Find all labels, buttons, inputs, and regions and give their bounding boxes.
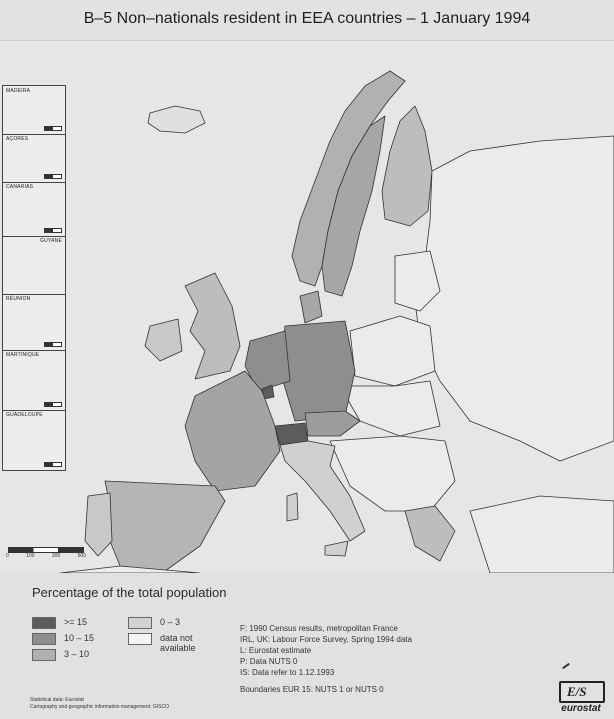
legend-item	[128, 617, 180, 629]
inset-label: MARTINIQUE	[6, 352, 40, 358]
inset-canarias	[3, 182, 65, 237]
source-line: Statistical data: Eurostat	[30, 697, 84, 703]
legend-item	[32, 617, 87, 629]
note-line: IS: Data refer to 1.12.1993	[240, 668, 335, 677]
map-area	[0, 40, 614, 574]
region-finland	[382, 106, 432, 226]
inset-label: RÉUNION	[6, 296, 31, 302]
legend-swatch	[32, 649, 56, 661]
legend-swatch	[32, 617, 56, 629]
region-austria	[305, 411, 360, 436]
region-east	[415, 136, 614, 461]
note-line: L: Eurostat estimate	[240, 646, 312, 655]
source-credit	[30, 697, 169, 711]
boundaries-note: Boundaries EUR 15: NUTS 1 or NUTS 0	[240, 685, 384, 694]
scale-bar-ticks	[6, 553, 86, 559]
note-line: IRL, UK: Labour Force Survey, Spring 1994 data	[240, 635, 412, 644]
region-greece	[405, 506, 455, 561]
region-germany	[280, 321, 355, 421]
inset-scale	[44, 402, 62, 407]
inset-scale	[44, 342, 62, 347]
logo-mark-text: E/S	[567, 684, 587, 699]
map-title: B–5 Non–nationals resident in EEA countries – 1 January 1994	[83, 10, 531, 27]
legend-label: 10 – 15	[64, 633, 95, 643]
decorative-mark	[562, 663, 570, 669]
inset-guadeloupe	[3, 410, 65, 470]
region-sardinia	[287, 493, 298, 521]
note-line: P: Data NUTS 0	[240, 657, 298, 666]
legend-label: >= 15	[64, 617, 88, 627]
region-uk	[185, 273, 240, 379]
legend-label: data not available	[160, 633, 196, 653]
legend-item	[32, 633, 94, 645]
inset-martinique	[3, 350, 65, 411]
region-central-east	[340, 381, 440, 436]
inset-label: CANARIAS	[6, 184, 34, 190]
legend-label: 0 – 3	[160, 617, 181, 627]
inset-label: GUADELOUPE	[6, 412, 43, 418]
inset-scale	[44, 174, 62, 179]
logo-word: eurostat	[561, 703, 601, 714]
region-poland	[350, 316, 435, 386]
region-portugal	[85, 493, 112, 556]
inset-guyane	[3, 236, 65, 295]
europe-map	[0, 41, 614, 573]
region-ireland	[145, 319, 182, 361]
legend-swatch	[128, 633, 152, 645]
legend-item	[128, 633, 220, 653]
legend-panel	[0, 573, 614, 719]
legend-label: 3 – 10	[64, 649, 90, 659]
legend-title: Percentage of the total population	[32, 585, 227, 600]
legend-notes	[240, 623, 412, 678]
region-spain	[105, 481, 225, 571]
note-line: F: 1990 Census results, metropolitan France	[240, 624, 398, 633]
scale-tick: 100	[26, 553, 35, 559]
eurostat-logo	[557, 681, 605, 713]
region-denmark	[300, 291, 322, 323]
inset-scale	[44, 228, 62, 233]
region-iceland	[148, 106, 205, 133]
legend-item	[32, 649, 89, 661]
inset-label: MADEIRA	[6, 88, 31, 94]
inset-label: AÇORES	[6, 136, 29, 142]
legend-swatch	[32, 633, 56, 645]
inset-scale	[44, 126, 62, 131]
inset-scale	[44, 462, 62, 467]
scale-tick: 500	[77, 553, 86, 559]
region-north-africa	[60, 566, 200, 573]
source-line: Cartography and geographic information management: GISCO	[30, 704, 169, 710]
region-turkey	[470, 496, 614, 573]
inset-madeira	[3, 86, 65, 135]
overseas-insets-panel	[2, 85, 66, 471]
inset-label: GUYANE	[40, 238, 62, 244]
region-sicily	[325, 541, 348, 556]
legend-swatch	[128, 617, 152, 629]
inset-acores	[3, 134, 65, 183]
scale-tick: 300	[51, 553, 61, 559]
logo-mark	[559, 681, 605, 703]
inset-reunion	[3, 294, 65, 351]
scale-tick: 0	[6, 553, 9, 559]
